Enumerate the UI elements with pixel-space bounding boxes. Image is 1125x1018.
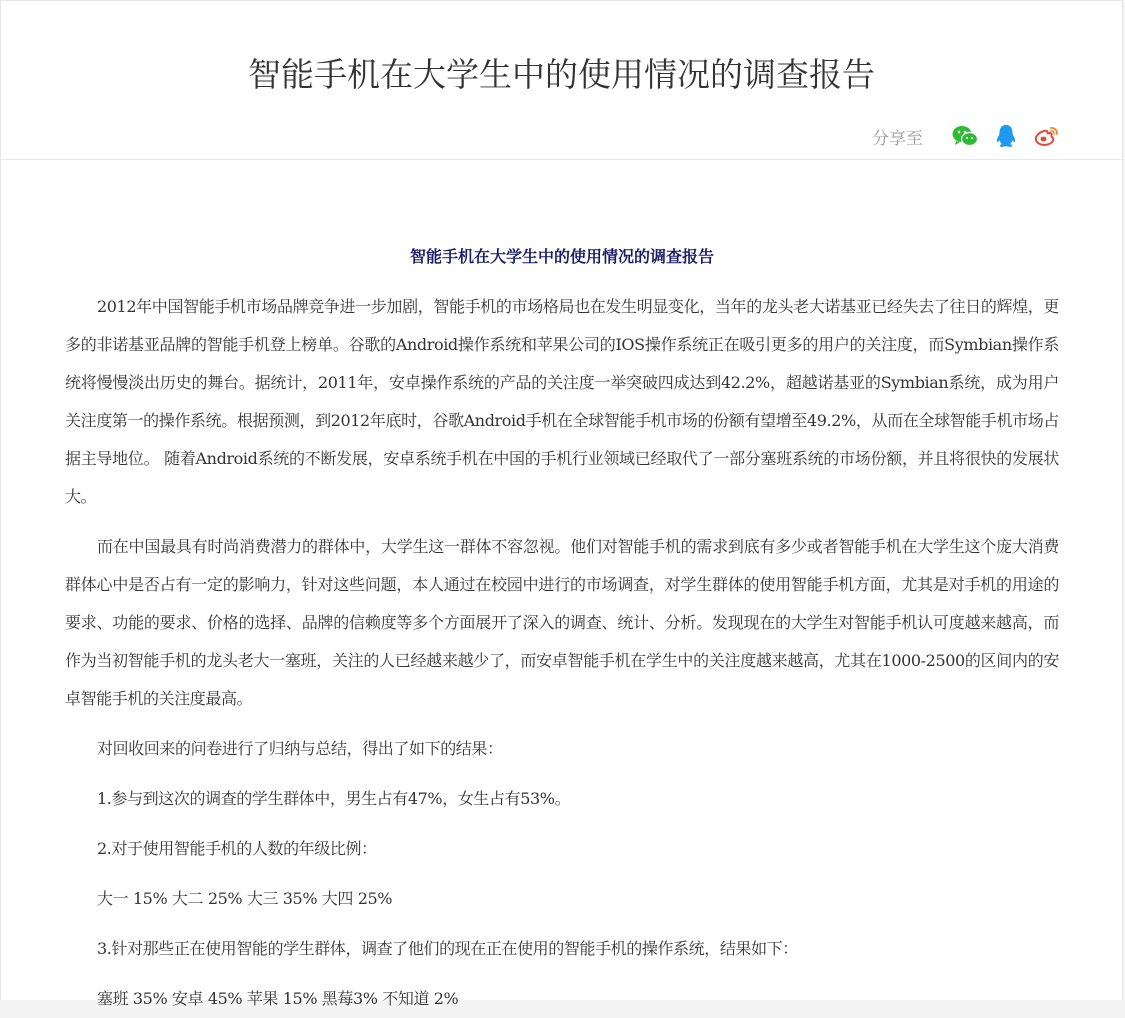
- paragraph: 而在中国最具有时尚消费潜力的群体中，大学生这一群体不容忽视。他们对智能手机的需求到底有多少或者智能手机在大学生这个庞大消费群体心中是否占有一定的影响力，针对这些问题，本人通过在校园中进行的市场调查，对学生群体的使用智能手机方面，尤其是对手机的用途的要求、功能的要求、价格的选择、品牌的信赖度等多个方面展开了深入的调查、统计、分析。发现现在的大学生对智能手机认可度越来越高，而作为当初智能手机的龙头老大一塞班，关注的人已经越来越少了，而安卓智能手机在学生中的关注度越来越高，尤其在1000-2500的区间内的安卓智能手机的关注度最高。: [65, 537, 1059, 708]
- share-label: 分享至: [872, 128, 923, 149]
- qq-share-button[interactable]: [993, 123, 1019, 149]
- result-line: 1.参与到这次的调查的学生群体中，男生占有47%，女生占有53%。: [97, 789, 571, 808]
- weibo-icon: [1034, 125, 1060, 147]
- share-bar: [872, 121, 1060, 151]
- article-title: 智能手机在大学生中的使用情况的调查报告: [409, 247, 714, 266]
- qq-icon: [995, 124, 1017, 148]
- weibo-share-button[interactable]: [1034, 123, 1060, 149]
- paragraph: 2012年中国智能手机市场品牌竞争进一步加剧，智能手机的市场格局也在发生明显变化，当年的龙头老大诺基亚已经失去了往日的辉煌，更多的非诺基亚品牌的智能手机登上榜单。谷歌的Android操作系统和苹果公司的IOS操作系统正在吸引更多的用户的关注度，而Symbian操作系统将慢慢淡出历史的舞台。据统计，2011年，安卓操作系统的产品的关注度一举突破四成达到42.2%，超越诺基亚的Symbian系统，成为用户关注度第一的操作系统。根据预测，到2012年底时，谷歌Android手机在全球智能手机市场的份额有望增至49.2%，从而在全球智能手机市场占据主导地位。 随着Android系统的不断发展，安卓系统手机在中国的手机行业领域已经取代了一部分塞班系统的市场份额，并且将很快的发展状大。: [65, 297, 1059, 506]
- page-header: [1, 1, 1122, 160]
- result-line: 2.对于使用智能手机的人数的年级比例：: [97, 839, 377, 858]
- result-line: 3.针对那些正在使用智能的学生群体，调查了他们的现在正在使用的智能手机的操作系统，结果如下：: [97, 939, 798, 958]
- paragraph: 对回收回来的问卷进行了归纳与总结，得出了如下的结果：: [97, 739, 503, 758]
- page-title: 智能手机在大学生中的使用情况的调查报告: [248, 55, 875, 94]
- result-line: 大一 15% 大二 25% 大三 35% 大四 25%: [97, 889, 393, 908]
- wechat-share-button[interactable]: [952, 123, 978, 149]
- wechat-icon: [952, 125, 978, 147]
- article-paragraphs: [65, 288, 1059, 1018]
- result-line: 塞班 35% 安卓 45% 苹果 15% 黑莓3% 不知道 2%: [97, 989, 459, 1008]
